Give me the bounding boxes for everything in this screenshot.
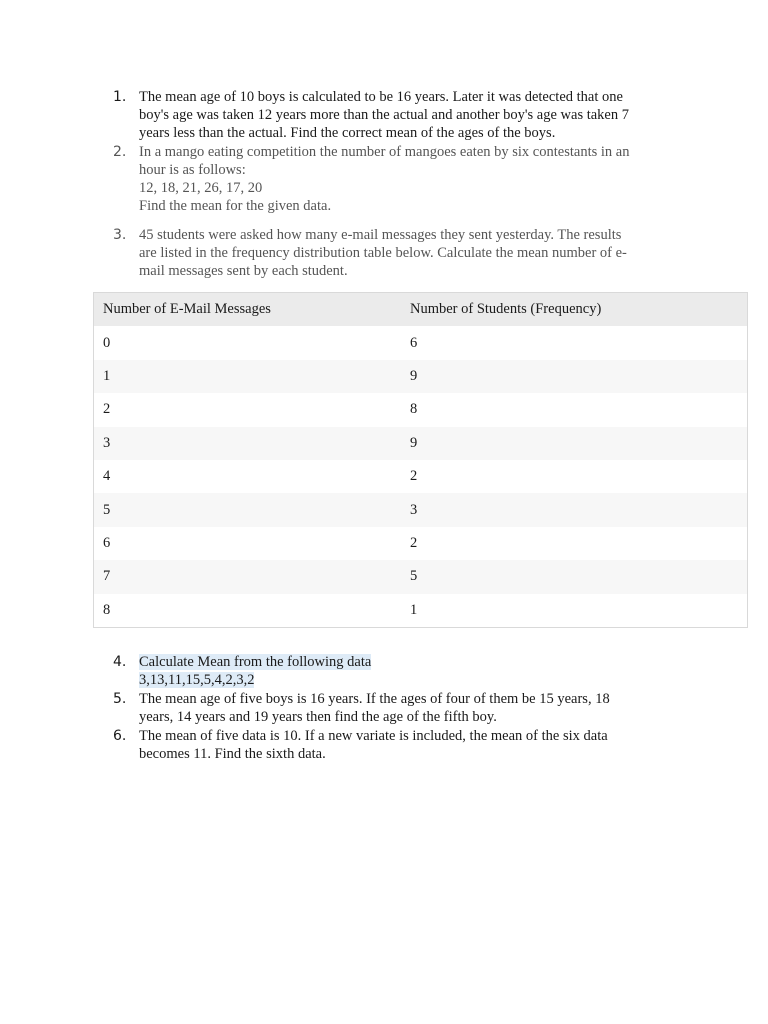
question-5 — [113, 690, 673, 726]
table-row — [94, 360, 748, 393]
table-header-row — [94, 293, 748, 327]
table-cell: 1 — [94, 360, 402, 393]
table-cell: 2 — [103, 401, 111, 418]
question-line: becomes 11. Find the sixth data. — [139, 746, 326, 762]
table-cell: 5 — [401, 560, 748, 593]
table-row — [94, 594, 748, 628]
question-text — [139, 226, 673, 280]
question-line: are listed in the frequency distribution table below. Calculate the mean number of e- — [139, 245, 627, 261]
question-line: In a mango eating competition the number of mangoes eaten by six contestants in an — [139, 144, 630, 160]
table-cell: 3 — [94, 427, 402, 460]
question-line: The mean age of 10 boys is calculated to be 16 years. Later it was detected that one — [139, 89, 623, 105]
table-cell: 9 — [401, 360, 748, 393]
column-header-frequency: Number of Students (Frequency) — [401, 293, 748, 327]
question-line: boy's age was taken 12 years more than the actual and another boy's age was taken 7 — [139, 107, 629, 123]
table-cell: 7 — [94, 560, 402, 593]
highlighted-text: Calculate Mean from the following data — [139, 654, 372, 670]
question-text — [139, 727, 673, 763]
question-text — [139, 143, 673, 215]
question-number: 2. — [113, 144, 127, 160]
question-number: 4. — [113, 654, 127, 670]
column-header-messages: Number of E-Mail Messages — [94, 293, 402, 327]
table-cell: 2 — [410, 468, 418, 485]
question-2 — [113, 143, 673, 215]
table-cell: 8 — [103, 601, 111, 618]
question-line: The mean of five data is 10. If a new variate is included, the mean of the six data — [139, 728, 608, 744]
question-4 — [113, 653, 673, 689]
table-cell: 5 — [94, 493, 402, 526]
question-6 — [113, 727, 673, 763]
table-row — [94, 527, 748, 560]
highlighted-text: 3,13,11,15,5,4,2,3,2 — [139, 672, 255, 688]
question-number: 6. — [113, 728, 127, 744]
table-cell: 6 — [410, 334, 418, 351]
table-cell: 9 — [401, 427, 748, 460]
table-cell: 0 — [103, 334, 111, 351]
table-cell: 4 — [103, 468, 111, 485]
table-cell: 3 — [401, 493, 748, 526]
frequency-table — [93, 292, 748, 628]
question-line: hour is as follows: — [139, 162, 246, 178]
question-text — [139, 653, 673, 689]
table-row — [94, 493, 748, 526]
question-line — [139, 653, 673, 671]
question-line — [139, 671, 673, 689]
table-row — [94, 460, 748, 493]
question-3 — [113, 226, 673, 280]
question-line: 45 students were asked how many e-mail messages they sent yesterday. The results — [139, 227, 622, 243]
question-line: The mean age of five boys is 16 years. If the ages of four of them be 15 years, 18 — [139, 691, 610, 707]
table-row — [94, 560, 748, 593]
table-cell: 8 — [410, 401, 418, 418]
question-line: Find the mean for the given data. — [139, 198, 332, 214]
table-cell: 1 — [410, 601, 418, 618]
question-line: years, 14 years and 19 years then find the age of the fifth boy. — [139, 709, 497, 725]
question-text — [139, 690, 673, 726]
question-text — [139, 88, 673, 142]
question-number: 5. — [113, 691, 127, 707]
table-cell: 2 — [410, 534, 418, 551]
question-number: 3. — [113, 227, 127, 243]
table-cell: 6 — [103, 534, 111, 551]
question-line: mail messages sent by each student. — [139, 263, 348, 279]
question-line: 12, 18, 21, 26, 17, 20 — [139, 180, 263, 196]
table-row — [94, 326, 748, 359]
table-row — [94, 427, 748, 460]
table-row — [94, 393, 748, 426]
question-1 — [113, 88, 673, 142]
question-line: years less than the actual. Find the correct mean of the ages of the boys. — [139, 125, 556, 141]
question-number: 1. — [113, 89, 127, 105]
